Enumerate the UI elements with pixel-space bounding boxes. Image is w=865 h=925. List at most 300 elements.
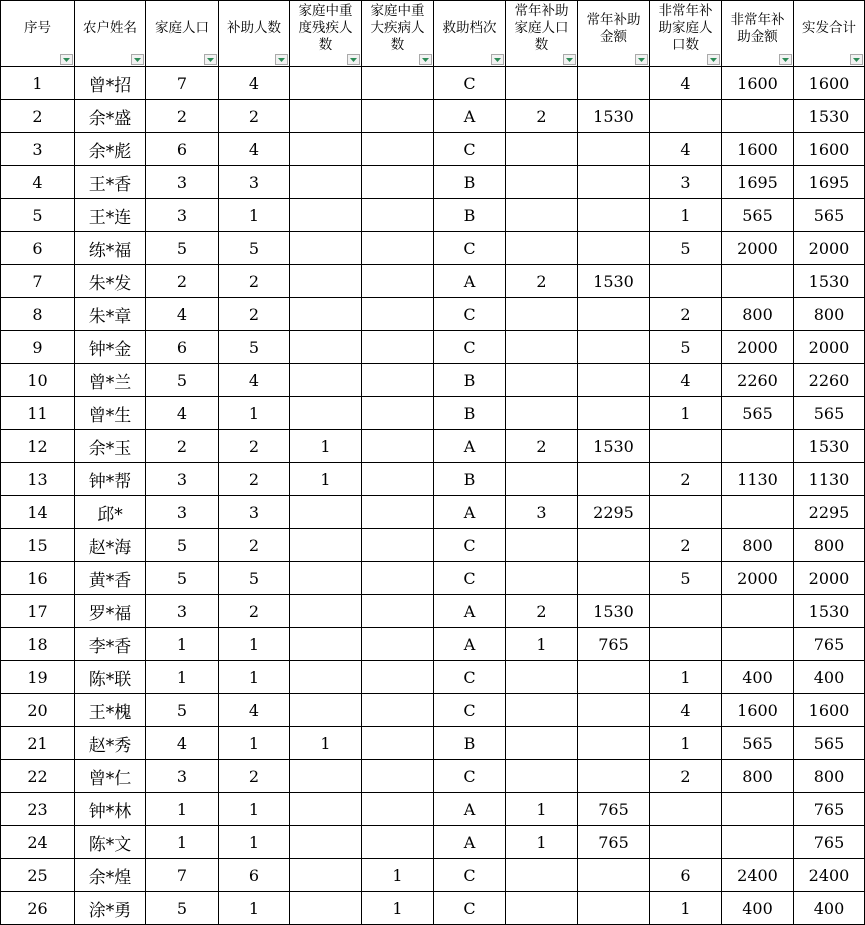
cell-farmer-name: 王*连: [75, 199, 146, 232]
cell-irregular-subsidy-amount: 2400: [722, 859, 794, 892]
cell-severe-disability-count: [290, 793, 362, 826]
cell-farmer-name: 王*香: [75, 166, 146, 199]
cell-subsidy-count: 6: [219, 859, 290, 892]
cell-irregular-subsidy-amount: 800: [722, 298, 794, 331]
cell-regular-subsidy-people: [506, 232, 578, 265]
cell-irregular-subsidy-amount: 2260: [722, 364, 794, 397]
table-row: [1, 298, 865, 331]
cell-subsidy-count: 1: [219, 892, 290, 925]
cell-regular-subsidy-people: [506, 694, 578, 727]
cell-household-size: 1: [146, 826, 219, 859]
cell-irregular-subsidy-people: 1: [650, 199, 722, 232]
cell-farmer-name: 余*煌: [75, 859, 146, 892]
cell-regular-subsidy-people: 2: [506, 430, 578, 463]
cell-severe-disability-count: [290, 760, 362, 793]
cell-household-size: 4: [146, 727, 219, 760]
cell-regular-subsidy-people: [506, 760, 578, 793]
cell-regular-subsidy-amount: [578, 529, 650, 562]
cell-total-paid: 565: [794, 397, 865, 430]
cell-regular-subsidy-amount: [578, 199, 650, 232]
column-header-label: 非常年补助家庭人口数: [658, 3, 713, 53]
cell-farmer-name: 曾*仁: [75, 760, 146, 793]
cell-severe-disability-count: [290, 397, 362, 430]
cell-severe-disability-count: [290, 496, 362, 529]
cell-index: 15: [1, 529, 75, 562]
cell-relief-tier: C: [434, 661, 506, 694]
table-row: [1, 166, 865, 199]
cell-irregular-subsidy-amount: 800: [722, 529, 794, 562]
cell-farmer-name: 陈*文: [75, 826, 146, 859]
column-header-regular-subsidy-people: [506, 1, 578, 67]
cell-index: 25: [1, 859, 75, 892]
cell-relief-tier: C: [434, 760, 506, 793]
cell-irregular-subsidy-amount: [722, 826, 794, 859]
cell-index: 22: [1, 760, 75, 793]
cell-irregular-subsidy-people: 1: [650, 892, 722, 925]
cell-total-paid: 2000: [794, 331, 865, 364]
cell-relief-tier: C: [434, 232, 506, 265]
cell-major-illness-count: [362, 529, 434, 562]
cell-total-paid: 1530: [794, 595, 865, 628]
cell-farmer-name: 赵*秀: [75, 727, 146, 760]
cell-irregular-subsidy-amount: 1600: [722, 67, 794, 100]
cell-household-size: 2: [146, 430, 219, 463]
column-header-label: 非常年补助金额: [730, 11, 785, 45]
cell-relief-tier: A: [434, 430, 506, 463]
cell-farmer-name: 陈*联: [75, 661, 146, 694]
cell-subsidy-count: 1: [219, 397, 290, 430]
cell-household-size: 3: [146, 463, 219, 496]
cell-regular-subsidy-people: [506, 199, 578, 232]
cell-relief-tier: B: [434, 463, 506, 496]
cell-household-size: 6: [146, 331, 219, 364]
cell-farmer-name: 钟*帮: [75, 463, 146, 496]
cell-index: 13: [1, 463, 75, 496]
cell-subsidy-count: 2: [219, 760, 290, 793]
cell-relief-tier: B: [434, 727, 506, 760]
cell-regular-subsidy-amount: [578, 727, 650, 760]
cell-total-paid: 2000: [794, 562, 865, 595]
cell-farmer-name: 曾*生: [75, 397, 146, 430]
cell-irregular-subsidy-amount: 1600: [722, 133, 794, 166]
column-header-major-illness-count: [362, 1, 434, 67]
cell-farmer-name: 朱*章: [75, 298, 146, 331]
cell-regular-subsidy-amount: [578, 694, 650, 727]
column-header-farmer-name: [75, 1, 146, 67]
cell-major-illness-count: [362, 826, 434, 859]
cell-total-paid: 565: [794, 199, 865, 232]
cell-farmer-name: 钟*金: [75, 331, 146, 364]
cell-index: 24: [1, 826, 75, 859]
cell-relief-tier: B: [434, 166, 506, 199]
cell-subsidy-count: 1: [219, 727, 290, 760]
cell-farmer-name: 王*槐: [75, 694, 146, 727]
cell-farmer-name: 黄*香: [75, 562, 146, 595]
filter-dropdown-icon[interactable]: [707, 54, 720, 65]
cell-relief-tier: C: [434, 859, 506, 892]
cell-index: 18: [1, 628, 75, 661]
table-row: [1, 133, 865, 166]
cell-subsidy-count: 2: [219, 430, 290, 463]
column-header-label: 家庭人口: [155, 20, 209, 36]
cell-household-size: 5: [146, 694, 219, 727]
cell-irregular-subsidy-people: [650, 826, 722, 859]
cell-irregular-subsidy-amount: 1130: [722, 463, 794, 496]
cell-index: 9: [1, 331, 75, 364]
cell-regular-subsidy-amount: [578, 232, 650, 265]
cell-regular-subsidy-amount: 765: [578, 793, 650, 826]
cell-total-paid: 765: [794, 826, 865, 859]
cell-total-paid: 800: [794, 760, 865, 793]
table-row: [1, 595, 865, 628]
cell-severe-disability-count: [290, 232, 362, 265]
cell-relief-tier: A: [434, 628, 506, 661]
cell-household-size: 1: [146, 793, 219, 826]
cell-irregular-subsidy-amount: [722, 265, 794, 298]
cell-irregular-subsidy-amount: 1695: [722, 166, 794, 199]
cell-major-illness-count: [362, 694, 434, 727]
filter-dropdown-icon[interactable]: [60, 54, 73, 65]
cell-regular-subsidy-people: [506, 727, 578, 760]
cell-regular-subsidy-people: [506, 892, 578, 925]
cell-major-illness-count: [362, 430, 434, 463]
cell-regular-subsidy-people: 1: [506, 826, 578, 859]
cell-index: 14: [1, 496, 75, 529]
cell-relief-tier: A: [434, 826, 506, 859]
table-row: [1, 265, 865, 298]
cell-irregular-subsidy-amount: [722, 496, 794, 529]
cell-severe-disability-count: [290, 331, 362, 364]
cell-irregular-subsidy-people: [650, 595, 722, 628]
cell-regular-subsidy-people: [506, 364, 578, 397]
cell-total-paid: 400: [794, 892, 865, 925]
cell-irregular-subsidy-people: 1: [650, 661, 722, 694]
cell-relief-tier: B: [434, 364, 506, 397]
table-row: [1, 67, 865, 100]
cell-irregular-subsidy-amount: 565: [722, 397, 794, 430]
cell-relief-tier: C: [434, 694, 506, 727]
cell-farmer-name: 朱*发: [75, 265, 146, 298]
cell-regular-subsidy-amount: [578, 298, 650, 331]
cell-severe-disability-count: [290, 199, 362, 232]
column-header-label: 家庭中重大疾病人数: [370, 3, 425, 53]
cell-household-size: 7: [146, 67, 219, 100]
cell-severe-disability-count: [290, 859, 362, 892]
cell-index: 7: [1, 265, 75, 298]
column-header-relief-tier: [434, 1, 506, 67]
cell-irregular-subsidy-people: 5: [650, 331, 722, 364]
cell-index: 19: [1, 661, 75, 694]
table-body: [1, 67, 865, 925]
cell-subsidy-count: 2: [219, 463, 290, 496]
cell-subsidy-count: 5: [219, 562, 290, 595]
cell-severe-disability-count: [290, 628, 362, 661]
cell-household-size: 3: [146, 595, 219, 628]
cell-severe-disability-count: [290, 562, 362, 595]
cell-subsidy-count: 1: [219, 826, 290, 859]
cell-total-paid: 1600: [794, 133, 865, 166]
filter-dropdown-icon[interactable]: [491, 54, 504, 65]
cell-household-size: 4: [146, 397, 219, 430]
table-row: [1, 463, 865, 496]
cell-index: 16: [1, 562, 75, 595]
filter-dropdown-icon[interactable]: [204, 54, 217, 65]
cell-subsidy-count: 1: [219, 661, 290, 694]
cell-total-paid: 1530: [794, 265, 865, 298]
cell-irregular-subsidy-people: 5: [650, 232, 722, 265]
column-header-total-paid: [794, 1, 865, 67]
cell-household-size: 1: [146, 628, 219, 661]
cell-irregular-subsidy-amount: [722, 793, 794, 826]
cell-major-illness-count: [362, 364, 434, 397]
cell-major-illness-count: [362, 331, 434, 364]
cell-index: 2: [1, 100, 75, 133]
filter-dropdown-icon[interactable]: [419, 54, 432, 65]
cell-index: 26: [1, 892, 75, 925]
table-row: [1, 661, 865, 694]
cell-irregular-subsidy-people: 3: [650, 166, 722, 199]
filter-dropdown-icon[interactable]: [131, 54, 144, 65]
table-row: [1, 199, 865, 232]
cell-major-illness-count: [362, 496, 434, 529]
cell-regular-subsidy-amount: 2295: [578, 496, 650, 529]
cell-household-size: 2: [146, 265, 219, 298]
cell-regular-subsidy-people: [506, 661, 578, 694]
cell-relief-tier: B: [434, 397, 506, 430]
cell-household-size: 2: [146, 100, 219, 133]
cell-regular-subsidy-people: [506, 859, 578, 892]
cell-severe-disability-count: 1: [290, 727, 362, 760]
cell-household-size: 5: [146, 364, 219, 397]
cell-household-size: 4: [146, 298, 219, 331]
cell-regular-subsidy-amount: [578, 397, 650, 430]
cell-irregular-subsidy-amount: 2000: [722, 331, 794, 364]
cell-subsidy-count: 5: [219, 331, 290, 364]
column-header-label: 实发合计: [802, 20, 856, 36]
cell-irregular-subsidy-people: 4: [650, 67, 722, 100]
table-row: [1, 826, 865, 859]
cell-index: 8: [1, 298, 75, 331]
cell-farmer-name: 赵*海: [75, 529, 146, 562]
cell-regular-subsidy-people: 2: [506, 595, 578, 628]
cell-relief-tier: C: [434, 133, 506, 166]
cell-major-illness-count: 1: [362, 892, 434, 925]
cell-irregular-subsidy-people: 1: [650, 727, 722, 760]
cell-farmer-name: 李*香: [75, 628, 146, 661]
cell-irregular-subsidy-people: 2: [650, 298, 722, 331]
cell-household-size: 5: [146, 529, 219, 562]
filter-dropdown-icon[interactable]: [850, 54, 863, 65]
cell-regular-subsidy-people: 1: [506, 628, 578, 661]
column-header-label: 常年补助金额: [586, 11, 641, 45]
cell-regular-subsidy-amount: 1530: [578, 100, 650, 133]
cell-severe-disability-count: [290, 67, 362, 100]
cell-regular-subsidy-people: 1: [506, 793, 578, 826]
table-row: [1, 529, 865, 562]
cell-irregular-subsidy-amount: 565: [722, 199, 794, 232]
cell-farmer-name: 余*盛: [75, 100, 146, 133]
cell-irregular-subsidy-people: [650, 793, 722, 826]
cell-regular-subsidy-people: [506, 133, 578, 166]
column-header-label: 家庭中重度残疾人数: [298, 3, 353, 53]
cell-major-illness-count: [362, 100, 434, 133]
cell-irregular-subsidy-people: [650, 496, 722, 529]
filter-dropdown-icon[interactable]: [635, 54, 648, 65]
cell-major-illness-count: [362, 397, 434, 430]
cell-farmer-name: 涂*勇: [75, 892, 146, 925]
cell-major-illness-count: [362, 727, 434, 760]
cell-regular-subsidy-people: [506, 331, 578, 364]
cell-regular-subsidy-amount: [578, 364, 650, 397]
cell-index: 6: [1, 232, 75, 265]
cell-index: 20: [1, 694, 75, 727]
cell-major-illness-count: [362, 661, 434, 694]
table-row: [1, 430, 865, 463]
cell-severe-disability-count: [290, 133, 362, 166]
table-row: [1, 892, 865, 925]
cell-household-size: 3: [146, 199, 219, 232]
header-row: [1, 1, 865, 67]
cell-regular-subsidy-people: [506, 562, 578, 595]
cell-major-illness-count: [362, 232, 434, 265]
cell-major-illness-count: [362, 562, 434, 595]
cell-index: 3: [1, 133, 75, 166]
cell-total-paid: 565: [794, 727, 865, 760]
cell-major-illness-count: [362, 133, 434, 166]
cell-regular-subsidy-amount: [578, 331, 650, 364]
cell-relief-tier: A: [434, 100, 506, 133]
cell-relief-tier: C: [434, 529, 506, 562]
cell-index: 1: [1, 67, 75, 100]
cell-irregular-subsidy-amount: 400: [722, 661, 794, 694]
column-header-label: 补助人数: [227, 20, 281, 36]
cell-regular-subsidy-amount: 765: [578, 826, 650, 859]
cell-index: 21: [1, 727, 75, 760]
cell-severe-disability-count: [290, 100, 362, 133]
cell-severe-disability-count: [290, 892, 362, 925]
table-row: [1, 727, 865, 760]
cell-regular-subsidy-amount: [578, 892, 650, 925]
filter-dropdown-icon[interactable]: [779, 54, 792, 65]
cell-subsidy-count: 4: [219, 67, 290, 100]
cell-regular-subsidy-people: [506, 463, 578, 496]
cell-farmer-name: 曾*兰: [75, 364, 146, 397]
cell-severe-disability-count: [290, 595, 362, 628]
filter-dropdown-icon[interactable]: [563, 54, 576, 65]
cell-major-illness-count: [362, 595, 434, 628]
cell-major-illness-count: [362, 67, 434, 100]
cell-total-paid: 1530: [794, 430, 865, 463]
filter-dropdown-icon[interactable]: [275, 54, 288, 65]
cell-irregular-subsidy-people: [650, 628, 722, 661]
cell-severe-disability-count: [290, 166, 362, 199]
cell-irregular-subsidy-people: 4: [650, 364, 722, 397]
cell-total-paid: 1130: [794, 463, 865, 496]
cell-farmer-name: 曾*招: [75, 67, 146, 100]
cell-irregular-subsidy-amount: 2000: [722, 562, 794, 595]
column-header-regular-subsidy-amount: [578, 1, 650, 67]
cell-irregular-subsidy-people: 2: [650, 529, 722, 562]
table-row: [1, 859, 865, 892]
cell-irregular-subsidy-amount: [722, 430, 794, 463]
cell-regular-subsidy-people: [506, 166, 578, 199]
cell-major-illness-count: [362, 166, 434, 199]
cell-subsidy-count: 2: [219, 529, 290, 562]
column-header-index: [1, 1, 75, 67]
cell-severe-disability-count: [290, 298, 362, 331]
table-row: [1, 562, 865, 595]
cell-household-size: 3: [146, 496, 219, 529]
table-row: [1, 364, 865, 397]
cell-regular-subsidy-people: 2: [506, 100, 578, 133]
cell-major-illness-count: [362, 265, 434, 298]
table-row: [1, 331, 865, 364]
cell-subsidy-count: 2: [219, 595, 290, 628]
cell-total-paid: 2295: [794, 496, 865, 529]
table-row: [1, 628, 865, 661]
cell-regular-subsidy-amount: [578, 859, 650, 892]
cell-regular-subsidy-amount: [578, 463, 650, 496]
cell-irregular-subsidy-amount: 565: [722, 727, 794, 760]
table-row: [1, 793, 865, 826]
cell-regular-subsidy-people: [506, 67, 578, 100]
cell-irregular-subsidy-people: [650, 100, 722, 133]
cell-subsidy-count: 4: [219, 133, 290, 166]
cell-household-size: 6: [146, 133, 219, 166]
cell-regular-subsidy-amount: [578, 661, 650, 694]
cell-regular-subsidy-people: [506, 529, 578, 562]
cell-index: 23: [1, 793, 75, 826]
cell-relief-tier: A: [434, 265, 506, 298]
cell-total-paid: 765: [794, 628, 865, 661]
cell-irregular-subsidy-people: 4: [650, 694, 722, 727]
cell-relief-tier: C: [434, 562, 506, 595]
cell-relief-tier: C: [434, 67, 506, 100]
cell-subsidy-count: 1: [219, 793, 290, 826]
cell-irregular-subsidy-amount: 1600: [722, 694, 794, 727]
table-row: [1, 232, 865, 265]
cell-subsidy-count: 2: [219, 265, 290, 298]
cell-irregular-subsidy-people: 1: [650, 397, 722, 430]
cell-severe-disability-count: [290, 265, 362, 298]
cell-subsidy-count: 3: [219, 496, 290, 529]
cell-severe-disability-count: [290, 694, 362, 727]
cell-regular-subsidy-amount: [578, 760, 650, 793]
cell-farmer-name: 余*彪: [75, 133, 146, 166]
filter-dropdown-icon[interactable]: [347, 54, 360, 65]
cell-regular-subsidy-amount: [578, 166, 650, 199]
cell-irregular-subsidy-people: [650, 265, 722, 298]
cell-index: 5: [1, 199, 75, 232]
cell-total-paid: 1530: [794, 100, 865, 133]
table-row: [1, 496, 865, 529]
cell-household-size: 3: [146, 166, 219, 199]
cell-index: 17: [1, 595, 75, 628]
cell-regular-subsidy-amount: [578, 562, 650, 595]
column-header-irregular-subsidy-amount: [722, 1, 794, 67]
cell-total-paid: 800: [794, 298, 865, 331]
cell-major-illness-count: [362, 463, 434, 496]
cell-regular-subsidy-people: 2: [506, 265, 578, 298]
cell-regular-subsidy-people: [506, 397, 578, 430]
cell-regular-subsidy-amount: 1530: [578, 595, 650, 628]
cell-irregular-subsidy-people: 2: [650, 463, 722, 496]
cell-farmer-name: 罗*福: [75, 595, 146, 628]
column-header-severe-disability-count: [290, 1, 362, 67]
cell-regular-subsidy-amount: [578, 67, 650, 100]
cell-total-paid: 2000: [794, 232, 865, 265]
cell-severe-disability-count: 1: [290, 463, 362, 496]
